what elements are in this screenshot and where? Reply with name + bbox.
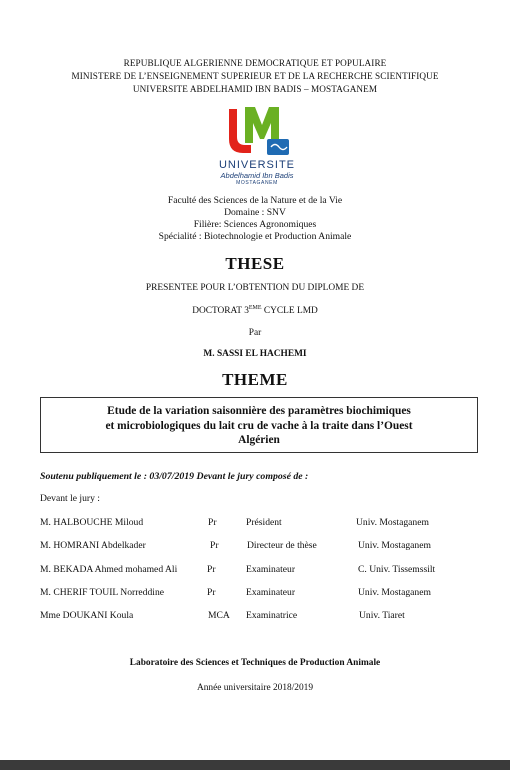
jury-row (0, 564, 510, 578)
these-author: M. SASSI EL HACHEMI (203, 349, 307, 359)
header-university: UNIVERSITE ABDELHAMID IBN BADIS – MOSTAGANEM (132, 84, 378, 94)
jury-univ: Univ. Mostaganem (358, 587, 431, 598)
theme-line-3: Algérien (238, 434, 280, 446)
logo-subtitle: Abdelhamid Ibn Badis (220, 171, 294, 180)
jury-grade: Pr (208, 517, 217, 528)
theme-box (40, 397, 478, 453)
jury-name: M. BEKADA Ahmed mohamed Ali (40, 564, 178, 575)
these-doctorat (0, 305, 510, 316)
viewer-bottom-bar (0, 760, 510, 770)
doctorat-prefix: DOCTORAT 3 (192, 306, 249, 317)
jury-univ: Univ. Mostaganem (358, 540, 431, 551)
doctorat-suffix: CYCLE LMD (261, 306, 318, 317)
logo-title: UNIVERSITE (218, 159, 295, 171)
theme-title: THEME (222, 370, 288, 389)
jury-grade: Pr (210, 540, 219, 551)
these-presented: PRESENTEE POUR L’OBTENTION DU DIPLOME DE (145, 283, 365, 293)
jury-role: Examinateur (246, 564, 296, 575)
jury-univ: Univ. Tiaret (359, 610, 405, 621)
jury-grade: MCA (208, 610, 230, 621)
jury-row (0, 587, 510, 601)
jury-name: Mme DOUKANI Koula (40, 610, 134, 621)
jury-row (0, 517, 510, 531)
um-logo-mark-icon (207, 103, 307, 161)
faculty-specialite: Spécialité : Biotechnologie et Production Animale (158, 231, 352, 242)
header-ministry: MINISTERE DE L’ENSEIGNEMENT SUPERIEUR ET DE LA RECHERCHE SCIENTIFIQUE (71, 71, 439, 81)
faculty-name: Faculté des Sciences de la Nature et de la Vie (167, 195, 343, 206)
jury-heading: Devant le jury : (40, 493, 100, 504)
these-par: Par (248, 328, 262, 338)
header-republic: REPUBLIQUE ALGERIENNE DEMOCRATIQUE ET POPULAIRE (123, 58, 387, 68)
jury-name: M. CHERIF TOUIL Norreddine (40, 587, 164, 598)
jury-role: Président (246, 517, 282, 528)
faculty-domain: Domaine : SNV (224, 207, 286, 218)
jury-grade: Pr (207, 587, 216, 598)
jury-univ: Univ. Mostaganem (356, 517, 429, 528)
jury-univ: C. Univ. Tissemssilt (358, 564, 436, 575)
defense-statement: Soutenu publiquement le : 03/07/2019 Devant le jury composé de : (40, 471, 309, 482)
jury-row (0, 540, 510, 554)
theme-line-1: Etude de la variation saisonnière des paramètres biochimiques (107, 405, 411, 417)
university-logo (207, 103, 307, 189)
jury-name: M. HALBOUCHE Miloud (40, 517, 144, 528)
academic-year: Année universitaire 2018/2019 (196, 683, 314, 693)
these-title: THESE (225, 254, 285, 273)
lab-name: Laboratoire des Sciences et Techniques de Production Animale (129, 658, 381, 668)
jury-name: M. HOMRANI Abdelkader (40, 540, 146, 551)
jury-role: Examinateur (246, 587, 296, 598)
logo-city: MOSTAGANEM (236, 180, 278, 186)
jury-grade: Pr (207, 564, 216, 575)
jury-role: Examinatrice (246, 610, 298, 621)
doctorat-sup: EME (248, 305, 262, 311)
faculty-filiere: Filière: Sciences Agronomiques (193, 219, 317, 230)
jury-row (0, 610, 510, 624)
jury-role: Directeur de thèse (247, 540, 317, 551)
theme-line-2: et microbiologiques du lait cru de vache à la traite dans l’Ouest (105, 419, 413, 432)
